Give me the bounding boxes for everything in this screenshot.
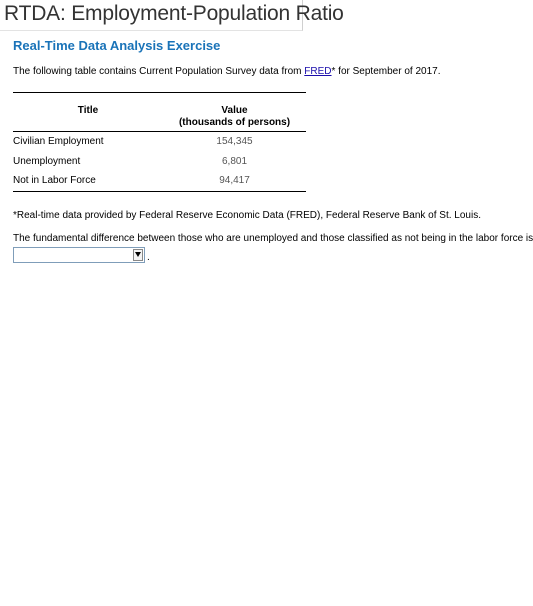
answer-row bbox=[13, 247, 474, 263]
answer-dropdown[interactable] bbox=[13, 247, 145, 263]
dropdown-arrow-icon[interactable] bbox=[133, 249, 143, 261]
row-title: Unemployment bbox=[13, 155, 81, 167]
table-header-row bbox=[13, 105, 306, 132]
table-row bbox=[13, 171, 306, 191]
question-text: The fundamental difference between those who are unemployed and those classified as not being in the labor force is bbox=[13, 232, 533, 244]
row-value: 94,417 bbox=[163, 171, 306, 191]
row-value: 6,801 bbox=[221, 155, 248, 167]
exercise-content bbox=[13, 38, 533, 263]
row-value: 154,345 bbox=[216, 136, 253, 147]
column-header-title: Title bbox=[13, 105, 163, 132]
intro-text-after: * for September of 2017. bbox=[331, 66, 441, 77]
answer-suffix: . bbox=[147, 251, 150, 263]
table-top-rule bbox=[13, 93, 306, 106]
footnote: *Real-time data provided by Federal Reserve Economic Data (FRED), Federal Reserve Bank of St. Louis. bbox=[13, 209, 481, 221]
row-title: Not in Labor Force bbox=[13, 171, 163, 191]
title-bar bbox=[0, 0, 344, 31]
intro-text bbox=[13, 66, 474, 77]
row-title: Civilian Employment bbox=[13, 136, 104, 147]
table-row bbox=[13, 132, 306, 152]
exercise-heading: Real-Time Data Analysis Exercise bbox=[13, 38, 221, 53]
column-header-value: Value (thousands of persons) bbox=[163, 105, 306, 132]
data-table bbox=[13, 92, 306, 192]
intro-text-before: The following table contains Current Population Survey data from bbox=[13, 66, 305, 77]
fred-link[interactable]: FRED bbox=[304, 66, 332, 77]
table-row bbox=[13, 152, 306, 172]
page-title: RTDA: Employment-Population Ratio bbox=[4, 2, 344, 25]
